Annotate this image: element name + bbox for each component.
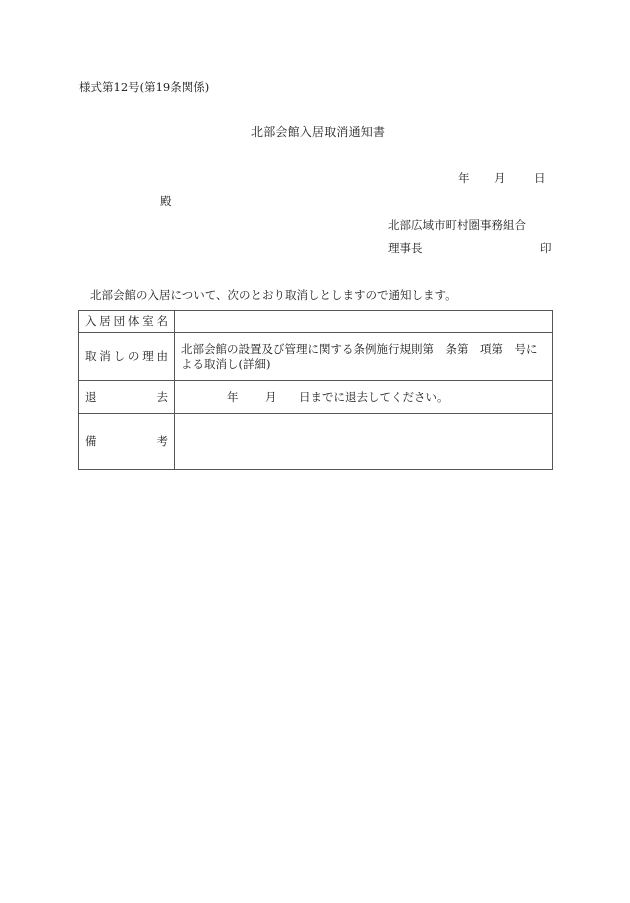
issuer-position: 理事長 [388,241,423,255]
table-row-vacate [79,381,553,414]
label-char: 理 [142,349,154,363]
label-char: 名 [156,314,168,328]
label-cancellation-reason [79,333,175,381]
label-char: の [127,349,140,363]
label-char: 退 [85,389,97,404]
value-occupant-room-name[interactable] [175,311,553,333]
seal-mark: 印 [540,241,552,255]
value-remarks[interactable] [175,414,553,470]
table-row-cancellation-reason [79,333,553,381]
year-label: 年 [458,171,470,185]
vacate-instruction: 日までに退去してください。 [299,389,449,404]
vacate-month-label: 月 [265,389,277,404]
label-char: 入 [85,314,97,328]
label-char: 由 [156,349,168,363]
label-vacate [79,381,175,414]
intro-text: 北部会館の入居について、次のとおり取消しとしますので通知します。 [90,288,457,302]
label-char: 備 [85,434,97,448]
label-char: 去 [156,389,168,404]
table-row-occupant-name [79,311,553,333]
date-line [458,173,546,185]
cancellation-table [78,310,553,470]
value-vacate-deadline[interactable] [175,381,553,414]
issuer-organization: 北部広域市町村圏事務組合 [388,218,526,232]
label-remarks [79,414,175,470]
label-char: 体 [127,314,140,328]
label-char: 団 [113,314,126,328]
label-occupant-room-name [79,311,175,333]
document-title: 北部会館入居取消通知書 [251,125,386,139]
month-label: 月 [494,171,506,185]
label-char: 居 [99,314,111,328]
day-label: 日 [534,171,546,185]
form-number: 様式第12号(第19条関係) [79,80,210,94]
label-char: 考 [156,434,168,448]
addressee-honorific: 殿 [160,194,172,208]
table-row-remarks [79,414,553,470]
label-char: 取 [85,349,97,363]
label-char: 消 [99,349,111,363]
vacate-year-label: 年 [227,389,239,404]
value-cancellation-reason[interactable]: 北部会館の設置及び管理に関する条例施行規則第 条第 項第 号による取消し(詳細) [175,333,553,381]
label-char: 室 [142,314,154,328]
label-char: し [113,349,126,363]
